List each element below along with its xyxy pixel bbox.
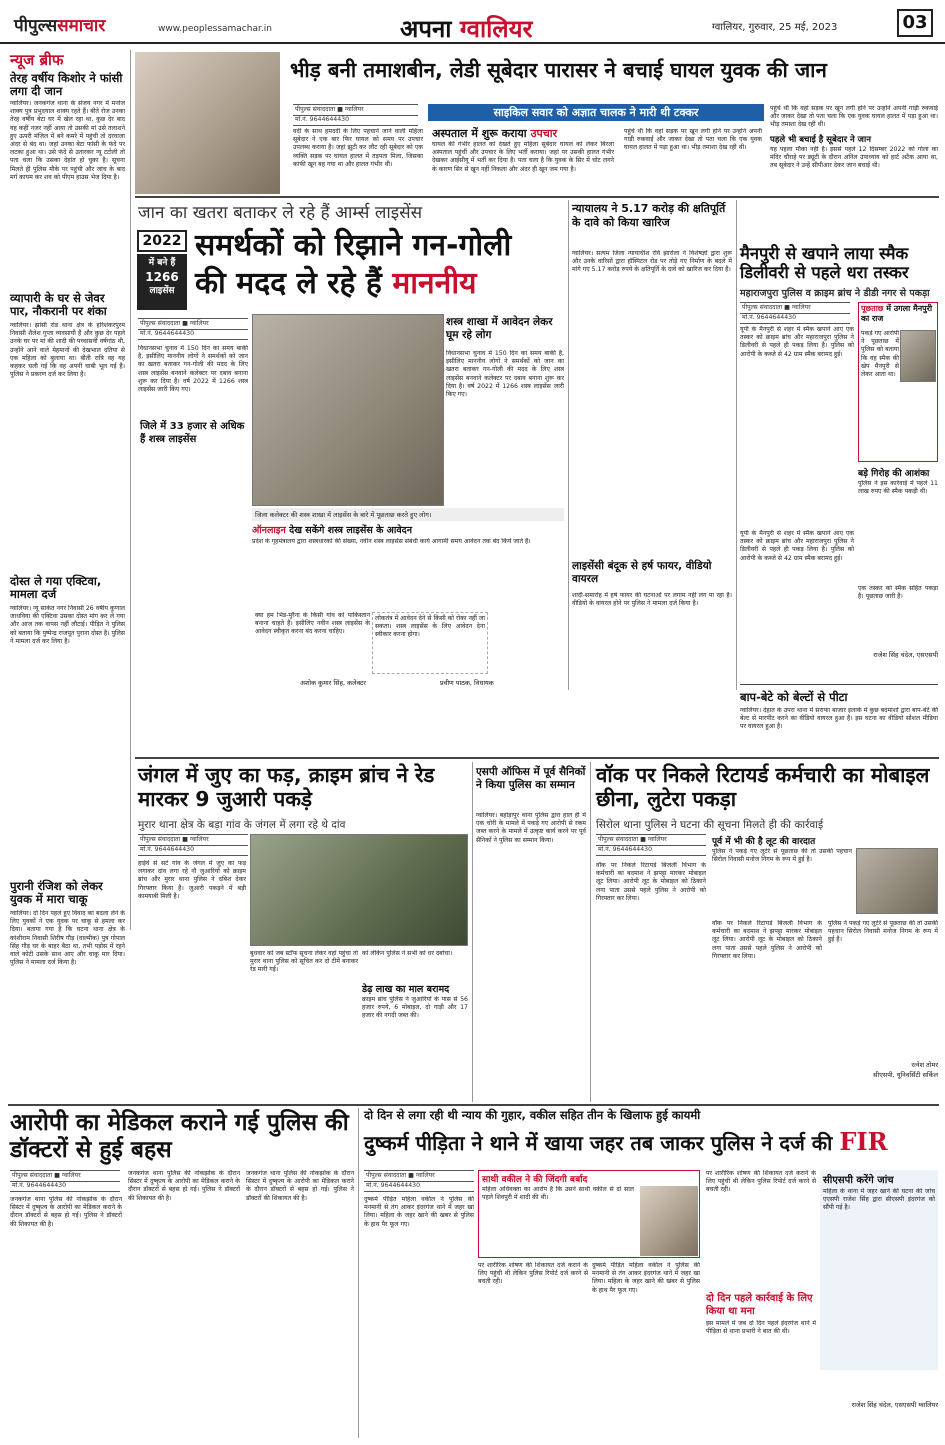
- medical-body-3: जनकगंज थाना पुलिस की नोकझोंक के दौरान सिस्टर में दुष्कृत्य के आरोपी का मेडिकल कराने के दौरान डॉक्टरों से बहस हो गई। पुलिस ने डॉक्टरों की शिकायत की है।: [246, 1170, 354, 1202]
- arms-headline-line2: [195, 266, 575, 301]
- smack-mobile: मो.नं. 9644644430: [740, 313, 850, 324]
- column-divider: [130, 50, 131, 930]
- arms-body: विधानसभा चुनाव में 150 दिन का समय बाकी है, इसीलिए माननीय लोगों ने समर्थकों को जान का खतरा बताकर गन-गोली की मदद के लिए शस्त्र लाइसेंस बनवाने कलेक्टर पर दबाव बनाना शुरू कर दिया है। वर्ष 2022 में 1266 शस्त्र लाइसेंस जारी किए गए।: [138, 345, 248, 394]
- lead-photo: [135, 52, 280, 194]
- dateline: ग्वालियर, गुरुवार, 25 मई, 2023: [712, 22, 838, 33]
- arms-badge-text1: में बने हैं: [148, 258, 176, 268]
- walk-subhead: सिरोल थाना पुलिस ने घटना की सूचना मिलते ही की कार्रवाई: [596, 819, 824, 831]
- fir-headline-text: दुष्कर्म पीड़िता ने थाने में खाया जहर तब जाकर पुलिस ने दर्ज की: [364, 1131, 833, 1155]
- arms-quote-1: क्या हम भिंड-मुरैना के किसी गांव को पाकिस्तान बनाना चाहते हैं। इसीलिए नवीन शस्त्र लाइसेंस के आवेदन स्वीकृत करना बंद करना चाहिए।: [255, 612, 370, 636]
- sp-headline: एसपी ऑफिस में पूर्व सैनिकों ने किया पुलिस का सम्मान: [476, 766, 586, 791]
- smack-headline: मैनपुरी से खपाने लाया स्मैक डिलीवरी से पहले धरा तस्कर: [740, 244, 909, 283]
- arms-photo-caption: जिला कलेक्टर की शस्त्र शाखा में लाइसेंस के बारे में पूछताछ करते हुए लोग।: [252, 508, 564, 521]
- section-rule: [135, 196, 939, 198]
- column-divider: [736, 200, 737, 690]
- smack-quote: एक तस्कर को स्मैक सहित पकड़ा है। पूछताछ जारी है।: [858, 585, 938, 601]
- fir-sub2-body: इस मामले में जब दो दिन पहले इंदरगंज थाने में पीड़िता से थाना प्रभारी ने बात की थी।: [706, 1320, 816, 1336]
- arms-online-head-accent: ऑनलाइन: [252, 525, 286, 536]
- fir-quote-by: राजेश सिंह चंदेल, एसएसपी ग्वालियर: [851, 1401, 938, 1409]
- fir-byline: पीपुल्स संवाददाता ■ ग्वालियर: [364, 1170, 474, 1182]
- fir-body-3: दुष्कर्म पीड़ित महिला वकील ने पुलिस की मनमानी से तंग आकर इंदरगंज थाने में जहर खा लिया। महिला के जहर खाने की खबर से पुलिस के हाथ पैर फूल गए।: [592, 1262, 700, 1294]
- gamble-mobile: मो.नं. 9644644430: [138, 845, 248, 856]
- brief-3-head: दोस्त ले गया एक्टिवा, मामला दर्ज: [10, 574, 102, 601]
- walk-mobile: मो.नं. 9644644430: [596, 845, 706, 856]
- smack-accused-photo: [900, 330, 936, 382]
- gamble-byline: पीपुल्स संवाददाता ■ ग्वालियर: [138, 834, 248, 846]
- fir-body-2: पर शारीरिक शोषण की शिकायत दर्ज कराने के लिए पहुंची थी लेकिन पुलिस रिपोर्ट दर्ज करने से बचती रही।: [478, 1262, 588, 1286]
- section-rule: [135, 757, 939, 759]
- page-number: 03: [897, 9, 933, 37]
- brief-1-body: ग्वालियर। जनकगंज थाना के संजय नगर में मनोज शाक्य पुत्र प्रभुदयाल शाक्य रहते हैं। बीते रोज उनका तेरह वर्षीय बेटा घर में खेल रहा था, कुछ देर बाद वह कहीं नजर नहीं आया तो उसकी मां उसे तलाशने हुए ऊपरी मंजिल में बने कमरे में पहुंची तो दरवाजा अंदर से बंद था। जहां उनका बेटा फांसी के फंदे पर लटका हुआ था। उसे फंदे से उतारकर न्यू टटोली तो पता चला कि उसका देहांत हो चुका है। सूचना मिलते ही पुलिस मौके पर पहुंची और जांच के बाद मर्ग कायम कर शव को पीएम हाउस भेज दिया है।: [10, 100, 125, 181]
- gamble-photo: [250, 834, 468, 946]
- arms-photo-head: शस्त्र शाखा में आवेदन लेकर घूम रहे लोग: [446, 316, 553, 341]
- walk-quote-by: सीएसपी, यूनिवर्सिटी सर्किल: [873, 1071, 938, 1079]
- lead-banner: साइकिल सवार को अज्ञात चालक ने मारी थी टक्कर: [428, 104, 764, 121]
- smack-box-body: पकड़े गए आरोपी ने पूछताछ में पुलिस को बताया कि वह स्मैक की खेप मैनपुरी से लेकर आता था।: [861, 330, 899, 379]
- gamble-headline: जंगल में जुए का फड़, क्राइम ब्रांच ने रेड मारकर 9 जुआरी पकड़े: [138, 763, 435, 812]
- arms-badge-count: 1266: [145, 270, 179, 284]
- arms-badge-text2: लाइसेंस: [149, 286, 175, 296]
- fir-kicker: दो दिन से लगा रही थी न्याय की गुहार, वकील सहित तीन के खिलाफ हुई कायमी: [364, 1108, 701, 1122]
- lead-subhead: [432, 126, 602, 141]
- walk-body: वॉक पर निकले रिटायर्ड बिजली विभाग के कर्मचारी का बदमाश ने झपट्टा मारकर मोबाइल लूट लिया। आरोपी लूट के मोबाइल को ठिकाने लगा पाता उससे पहले पुलिस ने आरोपी को गिरफ्तार कर लिया।: [596, 862, 706, 902]
- smack-box-head-accent: पूछताछ: [861, 304, 884, 313]
- arms-quote-2: लोकतंत्र में आवेदन देने से किसी को रोका नहीं जा सकता। शस्त्र लाइसेंस के लिए आवेदन देना स्वीकार करना होगा।: [372, 612, 488, 674]
- section-rule: [740, 684, 938, 685]
- fir-headline-accent: FIR: [839, 1127, 888, 1156]
- arms-quote-1-by: अशोक कुमार सिंह, कलेक्टर: [300, 679, 366, 687]
- medical-byline: पीपुल्स संवाददाता ■ ग्वालियर: [10, 1170, 120, 1182]
- fir-mobile: मो.नं. 9644644430: [364, 1181, 474, 1192]
- court-subhead: लाइसेंसी बंदूक से हर्ष फायर, वीडियो वायरल: [572, 560, 712, 585]
- lead-col-2: घायल की गंभीर हालत को देखते हुए महिला सूबेदार घायल को लेकर बिरला अस्पताल पहुंचीं और उपचार के लिए भर्ती कराया। जहां पर उसकी हालत गंभीर देखकर आईसीयू में भर्ती कर दिया है। पता चला है कि युवक के सिर में चोट लगने के कारण सिर से खून नहीं निकला और अंदर ही खून जम गया है।: [432, 141, 614, 173]
- smack-body-2: यूपी के मैनपुरी से शहर में स्मैक खपाने आए एक तस्कर को क्राइम ब्रांच और महाराजपुरा पुलिस ने डिलीवरी से पहले ही पकड़ लिया है। पुलिस को आरोपी के कब्जे से 42 ग्राम स्मैक बरामद हुई।: [740, 530, 854, 562]
- column-divider: [568, 200, 569, 690]
- column-divider: [358, 1108, 359, 1438]
- walk-headline: वॉक पर निकले रिटायर्ड कर्मचारी का मोबाइल छीना, लुटेरा पकड़ा: [596, 763, 930, 812]
- father-body: ग्वालियर। देहात के उपरा थाना में सराफा बाजार इलाके में कुछ बदमाशों द्वारा बाप-बेटे की बेल्ट से मारपीट करने का वीडियो वायरल हुआ है। इस घटना का वीडियो सोशल मीडिया पर वायरल हुआ है।: [740, 707, 938, 731]
- medical-headline: आरोपी का मेडिकल कराने गई पुलिस की डॉक्टरों से हुई बहस: [10, 1110, 349, 1164]
- section-rule: [8, 1104, 939, 1106]
- arms-kicker: जान का खतरा बताकर ले रहे हैं आर्म्स लाइसेंस: [138, 203, 423, 223]
- smack-subhead: महाराजपुरा पुलिस व क्राइम ब्रांच ने डीडी नगर से पकड़ा: [740, 288, 930, 299]
- smack-body: यूपी के मैनपुरी से शहर में स्मैक खपाने आए एक तस्कर को क्राइम ब्रांच और महाराजपुरा पुलिस ने डिलीवरी से पहले ही पकड़ लिया है। पुलिस को आरोपी के कब्जे से 42 ग्राम स्मैक बरामद हुई।: [740, 326, 854, 358]
- medical-body: जनकगंज थाना पुलिस की नोकझोंक के दौरान सिस्टर में दुष्कृत्य के आरोपी का मेडिकल कराने के दौरान डॉक्टरों से बहस हो गई। पुलिस ने डॉक्टरों की शिकायत की है।: [10, 1196, 122, 1228]
- lead-col-1: वर्दी के साथ हमदर्दी के लिए पहचाने जाने वाली महिला सूबेदार ने एक बार फिर घायल को समय पर उपचार उपलब्ध कराया है। जहां झुटी कर लौट रही सूबेदार को एक व्यक्ति सड़क पर घायल हालत में तड़पता मिला, जिसका काफी खून बह गया था और हालत गंभीर थी।: [293, 128, 423, 168]
- fir-headline: [364, 1128, 938, 1156]
- lead-col-3: पहुंचे थीं कि वहां सड़क पर खून लगी होने पर उन्होंने अपनी गाड़ी रुकवाई और जाकर देखा तो पता चला कि एक युवक घायल हालत में पड़ा हुआ था। भीड़ तमाशा देख रही थी।: [624, 128, 762, 152]
- lead-col-4: यह पहला मौका नहीं है। इससे पहले 12 दिसम्बर 2022 को गोला का मंदिर चौराहे पर ड्यूटी के दौरान अनिल उपाध्याय को हार्ट अटैक आया था, तब सूबेदार ने उन्हें सीपीआर देकर जान बचाई थी।: [770, 146, 938, 170]
- arms-body-right: विधानसभा चुनाव में 150 दिन का समय बाकी है, इसीलिए माननीय लोगों ने समर्थकों को जान का खतरा बताकर गन-गोली की मदद के लिए शस्त्र लाइसेंस बनवाने कलेक्टर पर दबाव बनाना शुरू कर दिया है। वर्ष 2022 में 1266 शस्त्र लाइसेंस जारी किए गए।: [446, 350, 564, 399]
- gamble-subhead: मुरार थाना क्षेत्र के बड़ा गांव के जंगल में लगा रहे थे दांव: [138, 819, 346, 831]
- smack-sub2-head: बड़े गिरोह की आशंका: [858, 469, 930, 479]
- lead-side-head: पहले भी बचाई है सूबेदार ने जान: [770, 135, 871, 145]
- arms-headline-accent: माननीय: [392, 266, 477, 301]
- fir-sub2-head: दो दिन पहले कार्रवाई के लिए किया था मना: [706, 1293, 813, 1317]
- arms-badge: [137, 254, 187, 310]
- section-title: [400, 12, 532, 45]
- brief-2-head: व्यापारी के घर से जेवर पार, नौकरानी पर शंका: [10, 291, 107, 318]
- arms-online-body: प्रदेश के गृहमंत्रालय द्वारा शस्त्रधारकों की संख्या, नवीन शस्त्र लाइसेंस संबंधी कार्य आगामी समय आवेदन तक बंद किये जाते हैं।: [252, 538, 531, 545]
- walk-photo: [856, 848, 938, 914]
- masthead: [0, 0, 945, 44]
- smack-quote-by: राजेश सिंह चंदेल, एसएसपी: [873, 651, 938, 659]
- newspaper-logo[interactable]: [14, 13, 105, 36]
- section-title-accent: ग्वालियर: [459, 15, 533, 43]
- arms-pull-quote: जिले में 33 हजार से अधिक हैं शस्त्र लाइसेंस: [140, 420, 248, 446]
- arms-photo: [252, 314, 444, 506]
- gamble-cash-body: क्राइम ब्रांच पुलिस ने जुआरियों के पास से 56 हजार रुपये, 6 मोबाइल, दो गाड़ी और 17 हजार की नगदी जब्त की।: [362, 996, 468, 1020]
- section-title-main: अपना: [400, 15, 452, 43]
- fir-body: दुष्कर्म पीड़ित महिला वकील ने पुलिस की मनमानी से तंग आकर इंदरगंज थाने में जहर खा लिया। महिला के जहर खाने की खबर से पुलिस के हाथ पैर फूल गए।: [364, 1196, 474, 1228]
- walk-body-3: पुलिस ने पकड़े गए लुटेरे से पूछताछ की तो उसकी पहचान सिरोल निवासी मनोज निगम के रूप में हुई है।: [828, 920, 938, 944]
- arms-byline: पीपुल्स संवाददाता ■ ग्वालियर: [138, 318, 248, 330]
- logo-accent: समाचार: [57, 16, 106, 36]
- smack-sub2-body: पुलिस ने इस कार्रवाई में पहले 11 लाख रुपए की स्मैक पकड़ी थी।: [858, 480, 938, 496]
- logo-main: पीपुल्स: [14, 16, 58, 36]
- smack-box-head-text: में उगला मैनपुरी का राज: [861, 304, 933, 323]
- smack-byline: पीपुल्स संवाददाता ■ ग्वालियर: [740, 302, 850, 314]
- walk-byline: पीपुल्स संवाददाता ■ ग्वालियर: [596, 834, 706, 846]
- fir-body-4: पर शारीरिक शोषण की शिकायत दर्ज कराने के लिए पहुंची थी लेकिन पुलिस रिपोर्ट दर्ज करने से बचती रही।: [706, 1170, 816, 1194]
- court-headline: न्यायालय ने 5.17 करोड़ की क्षतिपूर्ति के दावे को किया खारिज: [572, 202, 726, 229]
- column-divider: [472, 762, 473, 1102]
- arms-headline-line1: समर्थकों को रिझाने गन-गोली: [195, 228, 512, 263]
- arms-online-head: [252, 523, 564, 536]
- website-link[interactable]: www.peoplessamachar.in: [158, 24, 272, 34]
- fir-box-head: साथी वकील ने की जिंदगी बर्बाद: [482, 1175, 588, 1185]
- gamble-body: हाईवे से सटे गांव के जंगल में जुए का फड़ लगाकर दांव लगा रहे नौ जुआरियों को क्राइम ब्रांच और मुरार थाना पुलिस ने दबिश देकर गिरफ्तार किया है। जुआरी पकड़ने में बड़ी कामयाबी मिली है।: [138, 860, 246, 900]
- brief-4-body: ग्वालियर। दो दिन पहले हुए विवाद का बदला लेने के लिए युवकों ने एक युवक पर चाकू से हमला कर दिया। बताया गया है कि घटना थाना क्षेत्र के कांशीराम निवासी शिरीष गौड़ (वाल्मीक) पुत्र गोपाल सिंह गौड़ घर के बाहर बैठा था, तभी पड़ोस में रहने वाले कोटी उसके साथ आए और चाकू मार दिया। पुलिस ने मामला दर्ज किया है।: [10, 910, 125, 967]
- lead-subhead-text: अस्पताल में शुरू कराया: [432, 127, 527, 140]
- lead-subhead-accent: उपचार: [530, 127, 558, 140]
- walk-body-2: वॉक पर निकले रिटायर्ड बिजली विभाग के कर्मचारी का बदमाश ने झपट्टा मारकर मोबाइल लूट लिया। आरोपी लूट के मोबाइल को ठिकाने लगा पाता उससे पहले पुलिस ने आरोपी को गिरफ्तार कर लिया।: [712, 920, 822, 960]
- column-divider: [590, 762, 591, 1102]
- walk-quote-name: रत्नेश तोमर: [911, 1061, 938, 1069]
- sp-body: ग्वालियर। बहोड़ापुर थाना पुलिस द्वारा हाल ही में एक चोरी के मामले में पकड़े गए आरोपी से रकम जब्त करने के मामले में उत्कृष्ट कार्य करने पर पूर्व सैनिकों ने पुलिस का सम्मान किया।: [476, 812, 586, 844]
- walk-box-head: पूर्व में भी की है लूट की वारदात: [712, 837, 816, 847]
- brief-1-head: तेरह वर्षीय किशोर ने फांसी लगा दी जान: [10, 71, 123, 98]
- gamble-cash-head: डेढ़ लाख का माल बरामद: [362, 984, 450, 995]
- medical-mobile: मो.नं. 9644644430: [10, 1181, 120, 1192]
- arms-quote-2-by: प्रवीण पाठक, विधायक: [440, 679, 494, 687]
- court-subbody: शादी-समारोह में हर्ष फायर की घटनाओं पर लगाम नहीं लग पा रहा है। वीडियो के वायरल होने पर पुलिस ने मामला दर्ज किया है।: [572, 592, 732, 608]
- gamble-body-2: बुधवार को जब स्टॉफ सूचना लेकर वहां पहुंचा तो मुरार थाना पुलिस को सूचित कर दो टीमें बनाकर रेड मारी गई।: [250, 950, 358, 974]
- lead-col-4-top: पहुंचे थीं कि वहां सड़क पर खून लगी होने पर उन्होंने अपनी गाड़ी रुकवाई और जाकर देखा तो पता चला कि एक युवक घायल हालत में पड़ा हुआ था। भीड़ तमाशा देख रही थी।: [770, 105, 938, 129]
- brief-title: न्यूज ब्रीफ: [10, 51, 64, 69]
- father-headline: बाप-बेटे को बेल्टों से पीटा: [740, 690, 848, 704]
- lead-byline: पीपुल्स संवाददाता ■ ग्वालियर: [293, 104, 418, 116]
- arms-online-head-text: देख सकेंगे शस्त्र लाइसेंस के आवेदन: [289, 525, 412, 536]
- arms-badge-year: 2022: [137, 230, 187, 252]
- court-body: ग्वालियर। सत्यम जिला न्यायाधीश रवि झारोला ने विशेषज्ञों द्वारा शुरू और उनके वारिसों द्वारा हॉस्पिटल रोड पर तोड़े गए निर्माण के बदले में मांगे गए 5.17 करोड़ रुपये के क्षतिपूर्ति के दावे को खारिज कर दिया है।: [572, 250, 732, 274]
- smack-box-head: [861, 304, 937, 324]
- lead-headline: भीड़ बनी तमाशबीन, लेडी सूबेदार पारासर ने बचाई घायल युवक की जान: [290, 58, 827, 82]
- arms-mobile: मो.नं. 9644644430: [138, 329, 248, 340]
- brief-4-head: पुरानी रंजिश को लेकर युवक में मारा चाकू: [10, 879, 103, 906]
- gamble-body-3: को लेकिन पुलिस ने सभी को धर दबोचा।: [362, 950, 453, 957]
- brief-3-body: ग्वालियर। न्यू साकेत नगर निवासी 26 वर्षीय कुणाल जाधविया की एक्टिवा उसका दोस्त मांग कर ले गया और आज तक वापस नहीं लौटाई। पीड़ित ने पुलिस को बताया कि पुष्पेन्द्र राजपूत पुराना दोस्त है। पुलिस ने मामला दर्ज कर लिया है।: [10, 605, 125, 645]
- fir-box-body: महिला अधिवक्ता का आरोप है कि उसने साथी वकील से दो साल पहले शिवपुरी में शादी की थी।: [482, 1186, 634, 1202]
- fir-csp-head: सीएसपी करेंगे जांच: [823, 1175, 894, 1186]
- arms-headline-line2-text: की मदद ले रहे हैं: [195, 266, 382, 301]
- lead-mobile: मो.नं. 9644644430: [293, 115, 418, 126]
- walk-box-body: पुलिस ने पकड़े गए लुटेरे से पूछताछ की तो उसकी पहचान सिरोल निवासी मनोज निगम के रूप में हुई है।: [712, 848, 852, 864]
- medical-body-2: जनकगंज थाना पुलिस की नोकझोंक के दौरान सिस्टर में दुष्कृत्य के आरोपी का मेडिकल कराने के दौरान डॉक्टरों से बहस हो गई। पुलिस ने डॉक्टरों की शिकायत की है।: [128, 1170, 240, 1202]
- fir-illustration: [640, 1186, 698, 1256]
- brief-2-body: ग्वालियर। झांसी रोड थाना क्षेत्र के हरिशंकरपुरम निवासी शैलेश गुप्ता व्यवसायी हैं और कुछ देर पहले उनके घर पर मां की शादी की पच्चासवीं वर्षगांठ थी, उन्होंने आने वाले मेहमानों की देखभाल दतिया से एक महिला को बुलाया था। बीती रात्रि वह यह कहकर चली गई कि वह अपनी चाबी भूल गई है। पुलिस ने प्रकरण दर्ज कर लिया है।: [10, 322, 125, 379]
- fir-csp-body: महिला के थाना में जहर खाने की घटना की जांच एएसपी राजेश सिंह द्वारा सीएसपी इंदरगंज को सौंपी गई है।: [823, 1188, 935, 1212]
